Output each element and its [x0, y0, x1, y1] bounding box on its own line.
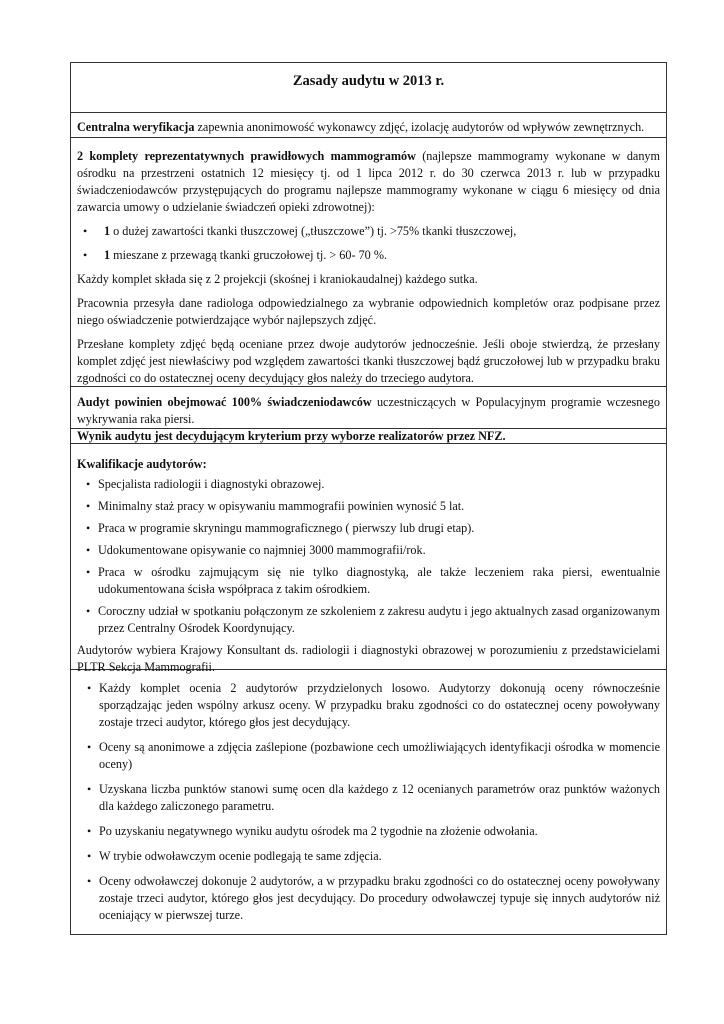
list-item-text: mieszane z przewagą tkanki gruczołowej tj. > 60- 70 %.	[110, 248, 388, 262]
list-item	[77, 498, 660, 515]
bullet-icon: •	[87, 874, 92, 888]
verification-cell	[71, 113, 666, 138]
list-item	[77, 603, 660, 637]
list-item	[77, 223, 660, 240]
bullet-icon: •	[87, 782, 92, 796]
list-item-text: W trybie odwoławczym ocenie podlegają te same zdjęcia.	[99, 849, 382, 863]
list-item	[77, 873, 660, 924]
bullet-icon: •	[86, 521, 91, 535]
bullet-icon: •	[86, 499, 91, 513]
list-item-text: Po uzyskaniu negatywnego wyniku audytu ośrodek ma 2 tygodnie na złożenie odwołania.	[99, 824, 538, 838]
coverage-rest: uczestniczących w Populacyjnym programie wczesnego wykrywania raka piersi.	[77, 395, 660, 426]
coverage-cell	[71, 387, 666, 429]
document-title: Zasady audytu w 2013 r.	[292, 73, 445, 89]
bullet-icon: •	[83, 248, 88, 262]
list-item	[77, 476, 660, 493]
bullet-icon: •	[87, 824, 92, 838]
result-bold: Wynik audytu jest decydującym kryterium przy wyborze realizatorów przez NFZ.	[77, 429, 506, 443]
sets-intro	[77, 148, 660, 216]
list-item	[77, 739, 660, 773]
coverage-bold: Audyt powinien obejmować 100% świadczeniodawców	[77, 395, 372, 409]
bullet-icon: •	[87, 681, 92, 695]
list-item-text: Każdy komplet ocenia 2 audytorów przydzielonych losowo. Audytorzy dokonują oceny równocześnie sporządzając jeden wspólny arkusz oceny. W przypadku braku zgodności co do ostatecznej oceny powoływany zostaje trzeci audytor, którego głos jest decydujący.	[99, 681, 660, 729]
list-item	[77, 564, 660, 598]
list-item-bold: 1	[104, 224, 111, 238]
list-item-text: Oceny są anonimowe a zdjęcia zaślepione (pozbawione cech umożliwiających identyfikacji ośrodka w momencie oceny)	[99, 740, 660, 771]
qualifications-heading	[77, 456, 660, 473]
sets-paragraph-3: Przesłane komplety zdjęć będą oceniane przez dwoje audytorów jednocześnie. Jeśli oboje stwierdzą, że przesłany komplet zdjęć jest niewłaściwy pod względem zawartości tkanki tłuszczowej bądź gruczołowej lub w przypadku braku zgodności co do ostatecznej oceny decydujący głos należy do trzeciego audytora.	[77, 337, 660, 385]
list-item	[77, 848, 660, 865]
list-item-text: o dużej zawartości tkanki tłuszczowej („tłuszczowe”) tj. >75% tkanki tłuszczowej,	[110, 224, 517, 238]
verification-rest: zapewnia anonimowość wykonawcy zdjęć, izolację audytorów od wpływów zewnętrznych.	[194, 120, 645, 134]
bullet-icon: •	[86, 477, 91, 491]
list-item-text: Oceny odwoławczej dokonuje 2 audytorów, a w przypadku braku zgodności co do ostatecznej oceny powoływany zostaje trzeci audytor, którego głos jest decydujący. Do procedury odwoławczej typuje się innych audytorów niż oceniający w pierwszej turze.	[99, 874, 660, 922]
list-item	[77, 247, 660, 264]
sets-paragraph-1: Każdy komplet składa się z 2 projekcji (skośnej i kraniokaudalnej) każdego sutka.	[77, 272, 478, 286]
result-text	[77, 429, 660, 443]
bullet-icon: •	[87, 740, 92, 754]
verification-text	[77, 119, 660, 136]
audit-procedure-cell	[71, 670, 666, 934]
list-item	[77, 823, 660, 840]
list-item	[77, 542, 660, 559]
audit-procedure-list	[77, 680, 660, 924]
list-item-text: Praca w ośrodku zajmującym się nie tylko diagnostyką, ale także leczeniem raka piersi, ewentualnie udokumentowana ścisła współpraca z takim ośrodkiem.	[98, 565, 660, 596]
list-item	[77, 680, 660, 731]
verification-bold: Centralna weryfikacja	[77, 120, 195, 134]
sets-cell	[71, 138, 666, 387]
qualifications-heading-text: Kwalifikacje audytorów:	[77, 457, 207, 471]
list-item-text: Coroczny udział w spotkaniu połączonym ze szkoleniem z zakresu audytu i jego aktualnych zasad organizowanym przez Centralny Ośrodek Koordynujący.	[98, 604, 660, 635]
coverage-text	[77, 394, 660, 428]
sets-bold: 2 komplety reprezentatywnych prawidłowych mammogramów	[77, 149, 416, 163]
audit-rules-document	[70, 62, 667, 935]
list-item-text: Specjalista radiologii i diagnostyki obrazowej.	[98, 477, 325, 491]
bullet-icon: •	[86, 604, 91, 618]
list-item	[77, 520, 660, 537]
list-item	[77, 781, 660, 815]
qualifications-cell	[71, 444, 666, 674]
sets-list	[77, 223, 660, 264]
qualifications-list	[77, 476, 660, 637]
bullet-icon: •	[87, 849, 92, 863]
auditor-selection-text: Audytorów wybiera Krajowy Konsultant ds. radiologii i diagnostyki obrazowej w porozumieniu z przedstawicielami PLTR Sekcja Mammografii.	[77, 643, 660, 674]
list-item-bold: 1	[104, 248, 111, 262]
result-cell	[71, 429, 666, 444]
bullet-icon: •	[86, 543, 91, 557]
bullet-icon: •	[83, 224, 88, 238]
bullet-icon: •	[86, 565, 91, 579]
list-item-text: Minimalny staż pracy w opisywaniu mammografii powinien wynosić 5 lat.	[98, 499, 465, 513]
list-item-text: Uzyskana liczba punktów stanowi sumę ocen dla każdego z 12 ocenianych parametrów oraz punktów ważonych dla każdego zaliczonego parametru.	[99, 782, 660, 813]
list-item-text: Praca w programie skryningu mammograficznego ( pierwszy lub drugi etap).	[98, 521, 475, 535]
title-cell	[71, 63, 666, 113]
sets-paragraph-2: Pracownia przesyła dane radiologa odpowiedzialnego za wybranie odpowiednich kompletów oraz podpisane przez niego oświadczenie potwierdzające wybór najlepszych zdjęć.	[77, 296, 660, 327]
sets-rest: (najlepsze mammogramy wykonane w danym ośrodku na przestrzeni ostatnich 12 miesięcy tj. od 1 lipca 2012 r. do 30 czerwca 2013 r. lub w przypadku świadczeniodawców przystępujących do programu najlepsze mammogramy wykonane w ciągu 6 miesięcy od dnia zawarcia umowy o udzielanie świadczeń opieki zdrowotnej):	[77, 149, 660, 214]
list-item-text: Udokumentowane opisywanie co najmniej 3000 mammografii/rok.	[98, 543, 426, 557]
